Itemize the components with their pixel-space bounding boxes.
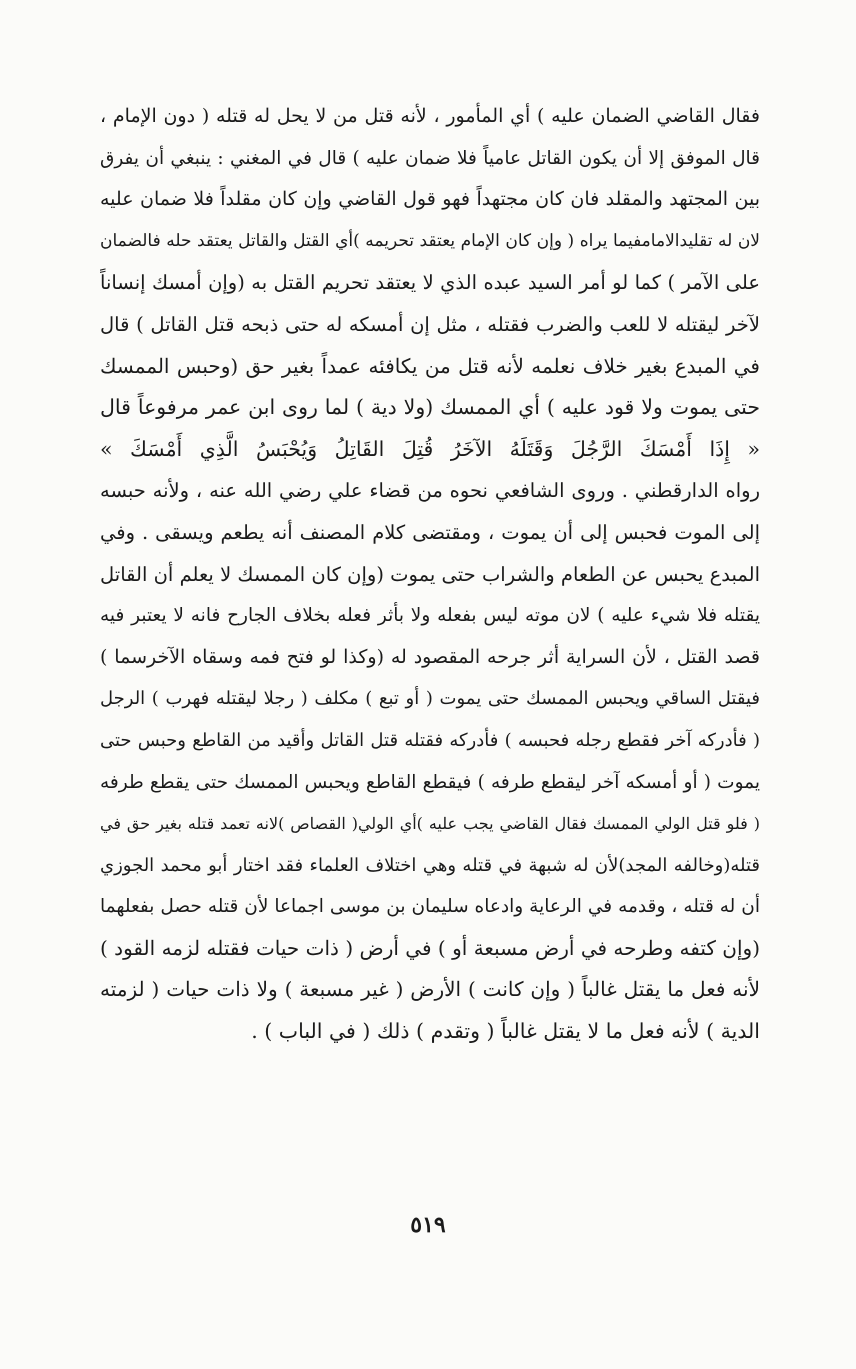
text-line: لآخر ليقتله لا للعب والضرب فقتله ، مثل إن أمسكه له حتى ذبحه قتل القاتل ) قال bbox=[100, 312, 760, 336]
text-line: قصد القتل ، لأن السراية أثر جرحه المقصود له (وكذا لو فتح فمه وسقاه الآخرسما ) bbox=[100, 645, 760, 668]
text-line: إلى الموت فحبس إلى أن يموت ، ومقتضى كلام المصنف أنه يطعم ويسقى . وفي bbox=[100, 520, 760, 544]
text-line: لأنه فعل ما يقتل غالباً ( وإن كانت ) الأرض ( غير مسبعة ) ولا ذات حيات ( لزمته bbox=[100, 977, 760, 1002]
text-line: فيقتل الساقي ويحبس الممسك حتى يموت ( أو تبع ) مكلف ( رجلا ليقتله فهرب ) الرجل bbox=[100, 688, 760, 710]
text-line: بين المجتهد والمقلد فان كان مجتهداً فهو قول القاضي وإن كان مقلداً فلا ضمان عليه bbox=[100, 188, 760, 211]
text-line: قتله(وخالفه المجد)لأن له شبهة في قتله وهي اختلاف العلماء فقد اختار أبو محمد الجوزي bbox=[100, 854, 760, 876]
text-line: فقال القاضي الضمان عليه ) أي المأمور ، لأنه قتل من لا يحل له قتله ( دون الإمام ، bbox=[100, 105, 760, 127]
text-line: ( فأدركه آخر فقطع رجله فحبسه ) فأدركه فقتله قتل القاتل وأقيد من القاطع وحبس حتى bbox=[100, 729, 760, 751]
text-line: المبدع يحبس عن الطعام والشراب حتى يموت (وإن كان الممسك لا يعلم أن القاتل bbox=[100, 562, 760, 586]
text-line: أن له قتله ، وقدمه في الرعاية وادعاه سليمان بن موسى اجماعا لأن قتله حصل بفعلهما bbox=[100, 896, 760, 918]
text-line: يقتله فلا شيء عليه ) لان موته ليس بفعله ولا بأثر فعله بخلاف الجارح فانه لا يعتبر فيه bbox=[100, 605, 760, 627]
text-line: ( فلو قتل الولي الممسك فقال القاضي يجب عليه )أي الولي( القصاص )لانه تعمد قتله بغير حق في bbox=[100, 814, 760, 834]
page-number: ٥١٩ bbox=[410, 1212, 446, 1238]
text-line: لان له تقليدالامامفيما يراه ( وإن كان الإمام يعتقد تحريمه )أي القتل والقاتل يعتقد حله فالضمان bbox=[100, 230, 760, 251]
text-line: يموت ( أو أمسكه آخر ليقطع طرفه ) فيقطع القاطع ويحبس الممسك حتى يقطع طرفه bbox=[100, 771, 760, 793]
text-line-last: الدية ) لأنه فعل ما لا يقتل غالباً ( وتقدم ) ذلك ( في الباب ) . bbox=[251, 1019, 760, 1044]
text-line: رواه الدارقطني . وروى الشافعي نحوه من قضاء علي رضي الله عنه ، ولأنه حبسه bbox=[100, 479, 760, 503]
hadith-quote-line: « إِذَا أَمْسَكَ الرَّجُلَ وَقَتَلَهُ الآخَرُ قُتِلَ القَاتِلُ وَيُحْبَسُ الَّذِي أَمْسَكَ » bbox=[100, 436, 760, 461]
body-text bbox=[100, 96, 760, 1053]
text-line: (وإن كتفه وطرحه في أرض مسبعة أو ) في أرض ( ذات حيات فقتله لزمه القود ) bbox=[100, 935, 760, 960]
text-line: قال الموفق إلا أن يكون القاتل عامياً فلا ضمان عليه ) قال في المغني : ينبغي أن يفرق bbox=[100, 147, 760, 169]
text-line: حتى يموت ولا قود عليه ) أي الممسك (ولا دية ) لما روى ابن عمر مرفوعاً قال bbox=[100, 395, 760, 420]
text-line: في المبدع بغير خلاف نعلمه لأنه قتل من يكافئه عمداً بغير حق (وحبس الممسك bbox=[100, 353, 760, 378]
text-line: على الآمر ) كما لو أمر السيد عبده الذي لا يعتقد تحريم القتل به (وإن أمسك إنساناً bbox=[100, 271, 760, 295]
